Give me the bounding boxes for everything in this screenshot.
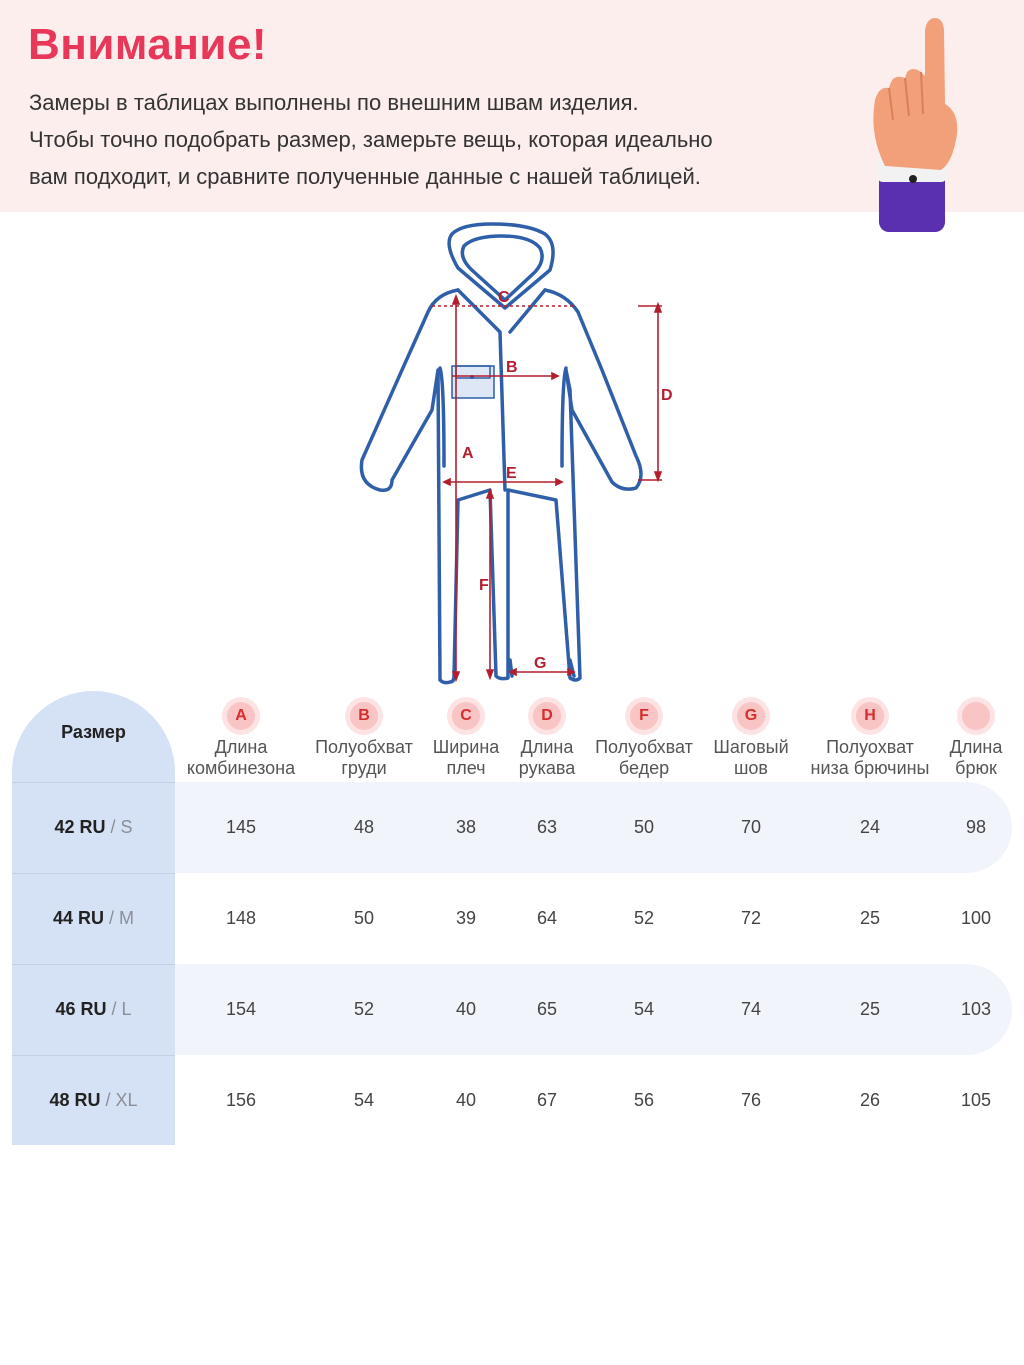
column-badge-letter: B bbox=[350, 702, 378, 730]
size-cell bbox=[12, 964, 175, 1055]
column-badge-letter: D bbox=[533, 702, 561, 730]
column-header bbox=[906, 737, 1024, 779]
size-cell bbox=[12, 1055, 175, 1146]
column-header bbox=[171, 737, 311, 779]
table-cell: 25 bbox=[859, 908, 881, 928]
column-badge-letter: F bbox=[630, 702, 658, 730]
column-header-line: Полуобхват bbox=[595, 737, 693, 757]
table-cell: 76 bbox=[740, 1090, 762, 1110]
size-cell bbox=[12, 873, 175, 964]
column-header-line: Длина bbox=[520, 737, 574, 757]
table-cell: 100 bbox=[960, 908, 992, 928]
table-cell: 50 bbox=[633, 817, 655, 837]
column-header-line: Длина bbox=[214, 737, 268, 757]
column-header-line: низа брючины bbox=[810, 758, 930, 778]
size-intl: / L bbox=[106, 999, 132, 1019]
column-header-line: Длина bbox=[949, 737, 1003, 757]
column-header-line: рукава bbox=[518, 758, 576, 778]
table-cell: 70 bbox=[740, 817, 762, 837]
diagram-label: F bbox=[479, 577, 489, 594]
size-cell bbox=[12, 782, 175, 873]
diagram-label: G bbox=[534, 655, 547, 672]
table-cell: 54 bbox=[633, 999, 655, 1019]
size-intl: / S bbox=[105, 817, 133, 837]
diagram-label: A bbox=[462, 445, 474, 462]
banner-title: Внимание! bbox=[28, 20, 268, 69]
table-cell: 39 bbox=[455, 908, 477, 928]
column-header-line: груди bbox=[341, 758, 387, 778]
table-cell: 105 bbox=[960, 1090, 992, 1110]
size-ru: 48 RU bbox=[49, 1090, 101, 1110]
table-cell: 56 bbox=[633, 1090, 655, 1110]
table-cell: 156 bbox=[225, 1090, 257, 1110]
column-header-line: Полуохват bbox=[826, 737, 914, 757]
size-ru: 46 RU bbox=[55, 999, 107, 1019]
table-cell: 72 bbox=[740, 908, 762, 928]
table-cell: 63 bbox=[536, 817, 558, 837]
table-cell: 65 bbox=[536, 999, 558, 1019]
table-cell: 38 bbox=[455, 817, 477, 837]
jumpsuit-diagram bbox=[340, 220, 700, 690]
table-cell: 24 bbox=[859, 817, 881, 837]
column-header-line: Шаговый bbox=[713, 737, 789, 757]
column-badge-letter: C bbox=[452, 702, 480, 730]
banner-text bbox=[29, 84, 829, 195]
table-cell: 26 bbox=[859, 1090, 881, 1110]
table-cell: 74 bbox=[740, 999, 762, 1019]
table-cell: 67 bbox=[536, 1090, 558, 1110]
column-badge bbox=[851, 697, 889, 735]
table-cell: 48 bbox=[353, 817, 375, 837]
column-header-line: комбинезона bbox=[186, 758, 296, 778]
table-cell: 50 bbox=[353, 908, 375, 928]
banner-line: Замеры в таблицах выполнены по внешним швам изделия. bbox=[29, 90, 639, 115]
column-header-line: Полуобхват bbox=[315, 737, 413, 757]
diagram-label: C bbox=[498, 289, 510, 306]
column-badge bbox=[625, 697, 663, 735]
size-ru: 44 RU bbox=[52, 908, 105, 928]
table-cell: 54 bbox=[353, 1090, 375, 1110]
column-badge bbox=[345, 697, 383, 735]
table-cell: 145 bbox=[225, 817, 257, 837]
table-cell: 52 bbox=[633, 908, 655, 928]
table-cell: 25 bbox=[859, 999, 881, 1019]
banner-line: вам подходит, и сравните полученные данные с нашей таблицей. bbox=[29, 164, 701, 189]
column-badge bbox=[222, 697, 260, 735]
table-cell: 103 bbox=[960, 999, 992, 1019]
diagram-label: E bbox=[506, 465, 517, 482]
size-intl: / M bbox=[104, 908, 135, 928]
column-badge bbox=[957, 697, 995, 735]
table-cell: 154 bbox=[225, 999, 257, 1019]
diagram-label: D bbox=[661, 387, 673, 404]
table-cell: 40 bbox=[455, 1090, 477, 1110]
pointing-hand-icon bbox=[855, 16, 975, 236]
column-header-line: шов bbox=[733, 758, 768, 778]
column-header-line: плеч bbox=[446, 758, 486, 778]
column-badge-letter: H bbox=[856, 702, 884, 730]
diagram-label: B bbox=[506, 359, 518, 376]
table-cell: 64 bbox=[536, 908, 558, 928]
column-header-line: Ширина bbox=[432, 737, 500, 757]
column-header-line: брюк bbox=[955, 758, 997, 778]
table-cell: 98 bbox=[965, 817, 987, 837]
size-intl: / XL bbox=[100, 1090, 138, 1110]
column-badge-letter bbox=[962, 702, 990, 730]
table-cell: 40 bbox=[455, 999, 477, 1019]
size-header: Размер bbox=[61, 722, 126, 742]
column-badge bbox=[447, 697, 485, 735]
column-badge bbox=[732, 697, 770, 735]
column-header-line: бедер bbox=[618, 758, 670, 778]
column-badge-letter: A bbox=[227, 702, 255, 730]
table-cell: 52 bbox=[353, 999, 375, 1019]
table-cell: 148 bbox=[225, 908, 257, 928]
column-badge bbox=[528, 697, 566, 735]
banner-line: Чтобы точно подобрать размер, замерьте вещь, которая идеально bbox=[29, 127, 713, 152]
column-badge-letter: G bbox=[737, 702, 765, 730]
size-ru: 42 RU bbox=[54, 817, 106, 837]
